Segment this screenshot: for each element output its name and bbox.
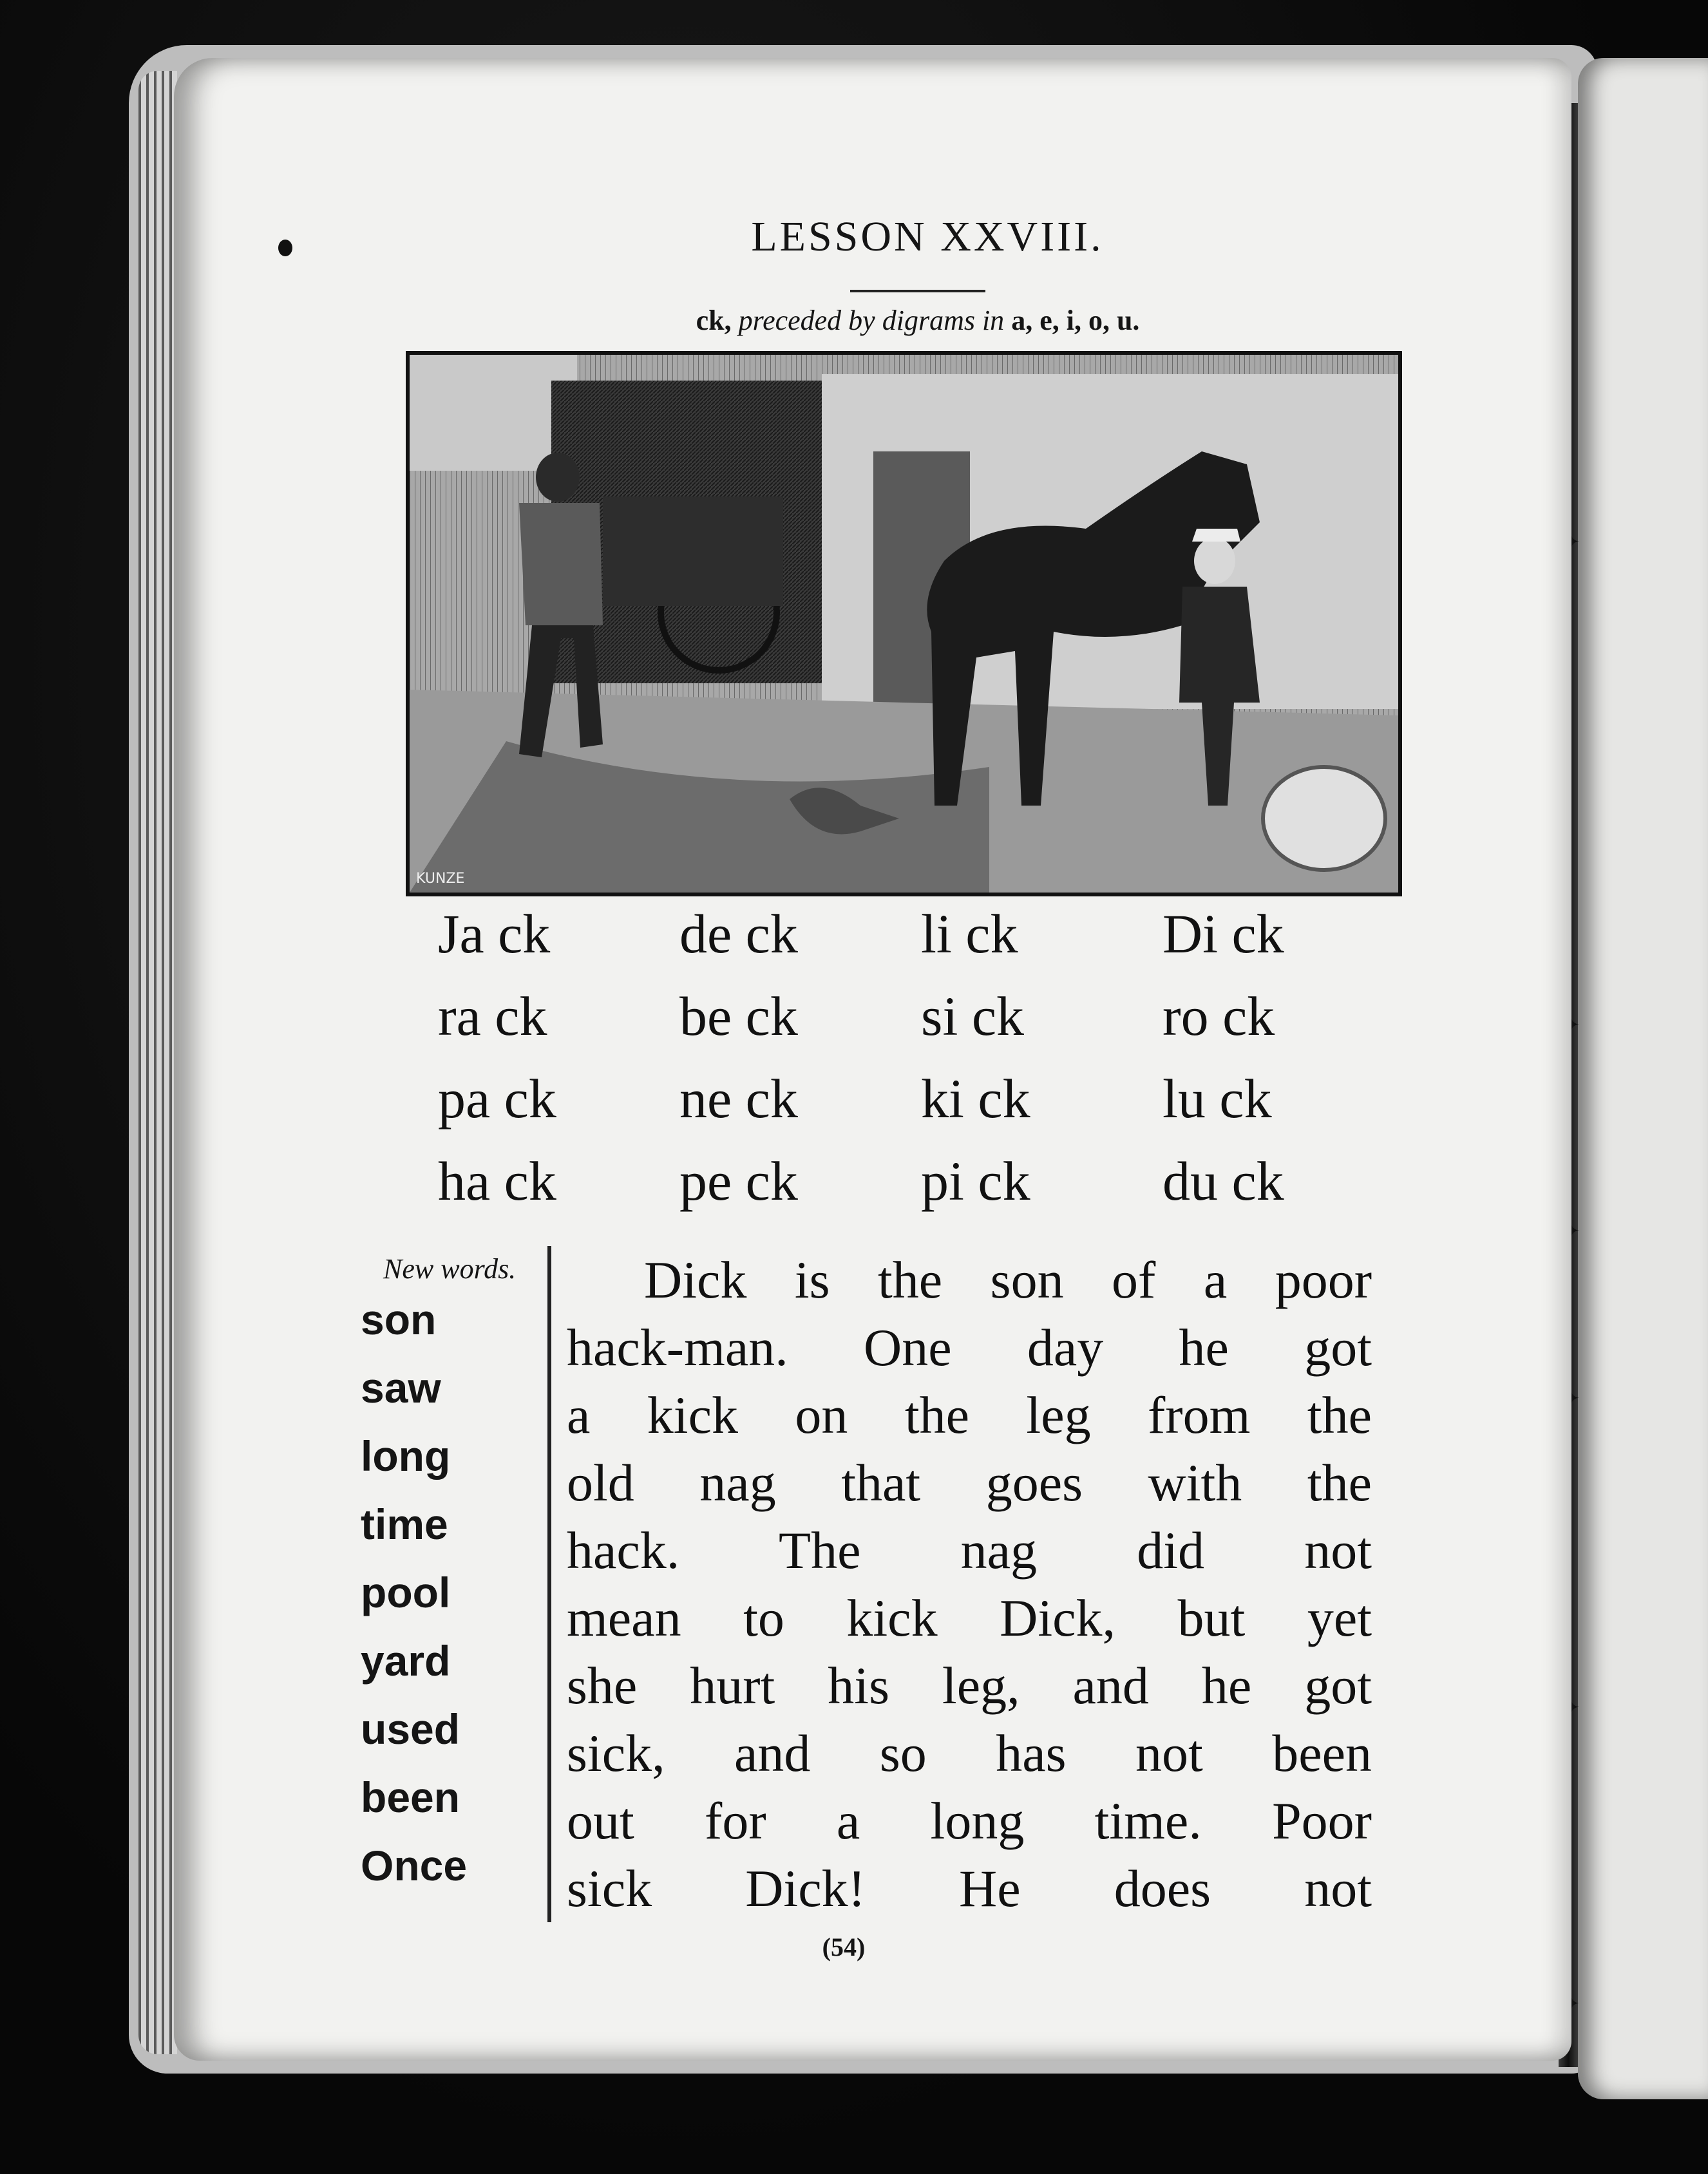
lesson-subtitle — [612, 304, 1224, 337]
vocab-word: saw — [361, 1364, 441, 1412]
subtitle-phrase: preceded by digrams in — [731, 305, 1012, 336]
lesson-illustration — [406, 351, 1402, 896]
vocab-word: time — [361, 1500, 448, 1548]
vowel-list: a, e, i, o, u. — [1011, 305, 1140, 336]
reading-line: mean to kick Dick, but yet — [567, 1589, 1372, 1647]
new-words-sidebar — [348, 1246, 551, 1922]
reading-line: she hurt his leg, and he got — [567, 1656, 1372, 1715]
reading-line: hack. The nag did not — [567, 1521, 1372, 1580]
word-cell: pa ck — [438, 1068, 556, 1130]
word-cell: li ck — [921, 903, 1018, 965]
new-words-heading: New words. — [383, 1253, 517, 1285]
reading-passage — [567, 1246, 1372, 1942]
title-divider — [850, 290, 985, 292]
digraph-label: ck, — [696, 305, 732, 336]
word-cell: Ja ck — [438, 903, 551, 965]
ck-word-table — [425, 889, 1391, 1249]
vocab-word: used — [361, 1705, 460, 1753]
page-edges — [138, 71, 177, 2054]
word-cell: ha ck — [438, 1150, 556, 1212]
word-cell: lu ck — [1162, 1068, 1272, 1130]
reading-line: Dick is the son of a poor — [644, 1251, 1372, 1309]
word-cell: ki ck — [921, 1068, 1030, 1130]
word-cell: pe ck — [679, 1150, 798, 1212]
word-cell: ne ck — [679, 1068, 798, 1130]
ink-spot — [278, 240, 292, 256]
engraving-horse-and-boy — [410, 355, 1398, 893]
word-cell: pi ck — [921, 1150, 1030, 1212]
page-number: (54) — [822, 1933, 866, 1961]
vocab-word: Once — [361, 1842, 468, 1889]
word-cell: be ck — [679, 985, 798, 1047]
reading-line: sick Dick! He does not — [567, 1859, 1372, 1918]
reading-line: sick, and so has not been — [567, 1724, 1372, 1782]
word-cell: ra ck — [438, 985, 547, 1047]
word-cell: si ck — [921, 985, 1025, 1047]
engraver-signature: KUNZE — [416, 871, 465, 887]
reading-line: out for a long time. Poor — [567, 1791, 1372, 1850]
reading-line: a kick on the leg from the — [567, 1386, 1372, 1444]
vocab-word: son — [361, 1296, 437, 1343]
word-cell: ro ck — [1162, 985, 1275, 1047]
vocab-word: yard — [361, 1637, 451, 1685]
vocab-word: pool — [361, 1569, 451, 1616]
vocab-word: been — [361, 1773, 460, 1821]
reading-line: hack-man. One day he got — [567, 1318, 1372, 1377]
vocab-word: long — [361, 1432, 451, 1480]
word-cell: de ck — [679, 903, 798, 965]
lesson-title: LESSON XXVIII. — [751, 213, 1104, 260]
facing-page — [1578, 58, 1708, 2099]
word-cell: Di ck — [1162, 903, 1284, 965]
word-cell: du ck — [1162, 1150, 1284, 1212]
reading-line: old nag that goes with the — [567, 1453, 1372, 1512]
